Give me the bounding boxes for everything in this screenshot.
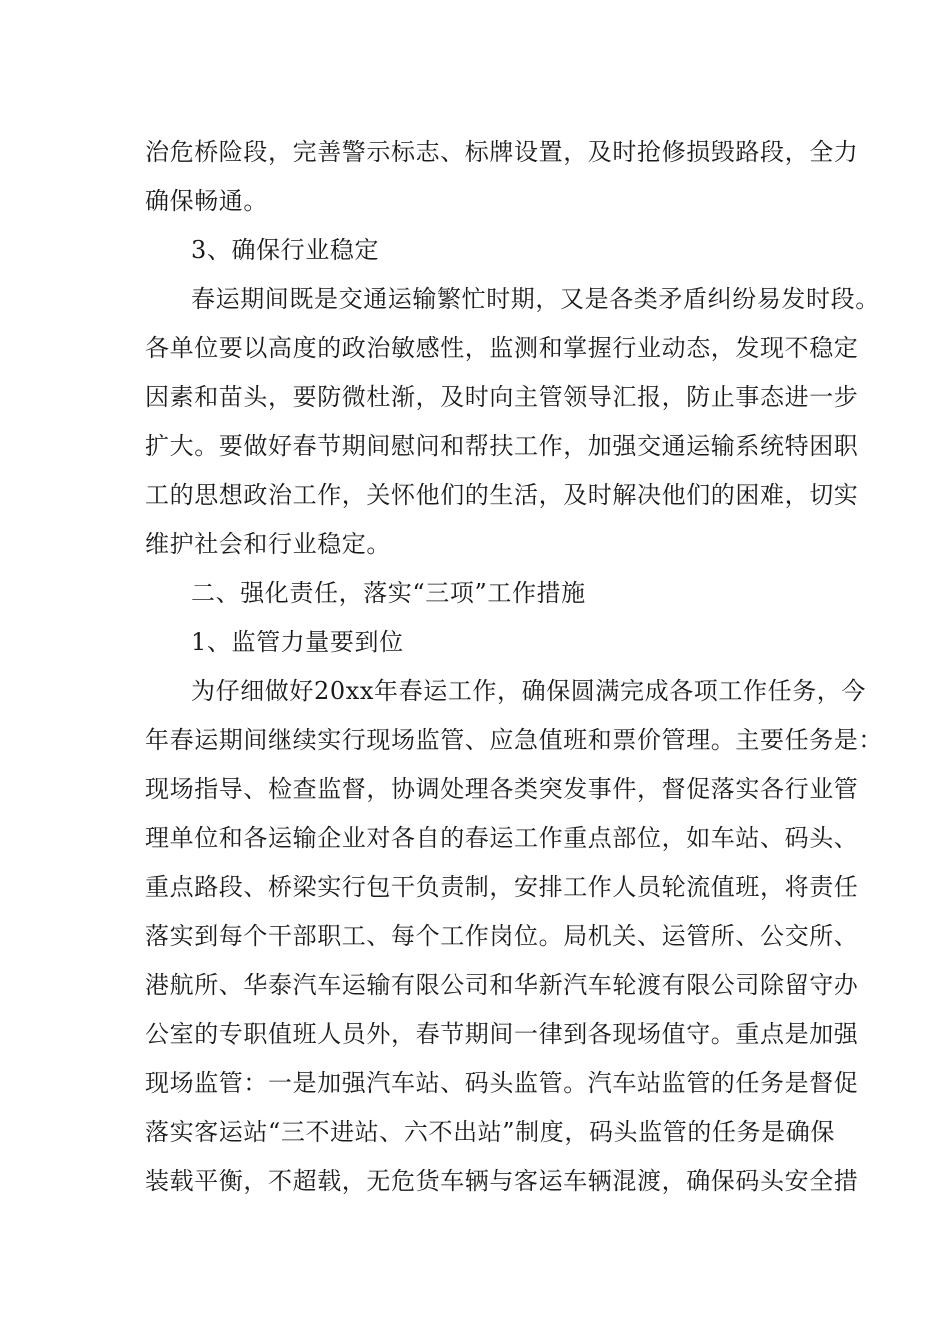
text-line-22: 装载平衡，不超载，无危货车辆与客运车辆混渡，确保码头安全措 xyxy=(145,1167,859,1195)
section-heading-two: 二、强化责任，落实“三项”工作措施 xyxy=(191,579,586,607)
text-line-20: 现场监管：一是加强汽车站、码头监管。汽车站监管的任务是督促 xyxy=(145,1069,859,1097)
text-line-15: 理单位和各运输企业对各自的春运工作重点部位，如车站、码头、 xyxy=(145,824,859,852)
text-line-4: 春运期间既是交通运输繁忙时期，又是各类矛盾纠纷易发时段。 xyxy=(191,285,880,313)
text-line-16: 重点路段、桥梁实行包干负责制，安排工作人员轮流值班，将责任 xyxy=(145,873,859,901)
text-line-19: 公室的专职值班人员外，春节期间一律到各现场值守。重点是加强 xyxy=(145,1020,859,1048)
text-line-21: 落实客运站“三不进站、六不出站”制度，码头监管的任务是确保 xyxy=(145,1118,835,1146)
text-line-9: 维护社会和行业稳定。 xyxy=(145,530,391,558)
text-line-5: 各单位要以高度的政治敏感性，监测和掌握行业动态，发现不稳定 xyxy=(145,334,859,362)
text-line-12: 为仔细做好20xx年春运工作，确保圆满完成各项工作任务，今 xyxy=(191,677,867,705)
subheading-supervision-in-place: 1、监管力量要到位 xyxy=(191,628,404,656)
text-line-17: 落实到每个干部职工、每个工作岗位。局机关、运管所、公交所、 xyxy=(145,922,859,950)
text-line-2: 确保畅通。 xyxy=(145,187,268,215)
text-line-1: 治危桥险段，完善警示标志、标牌设置，及时抢修损毁路段，全力 xyxy=(145,138,859,166)
text-line-14: 现场指导、检查监督，协调处理各类突发事件，督促落实各行业管 xyxy=(145,775,859,803)
subheading-ensure-industry-stability: 3、确保行业稳定 xyxy=(191,236,380,264)
text-line-6: 因素和苗头，要防微杜渐，及时向主管领导汇报，防止事态进一步 xyxy=(145,383,859,411)
text-line-7: 扩大。要做好春节期间慰问和帮扶工作，加强交通运输系统特困职 xyxy=(145,432,859,460)
text-line-8: 工的思想政治工作，关怀他们的生活，及时解决他们的困难，切实 xyxy=(145,481,859,509)
text-line-18: 港航所、华泰汽车运输有限公司和华新汽车轮渡有限公司除留守办 xyxy=(145,971,859,999)
text-line-13: 年春运期间继续实行现场监管、应急值班和票价管理。主要任务是： xyxy=(145,726,883,754)
